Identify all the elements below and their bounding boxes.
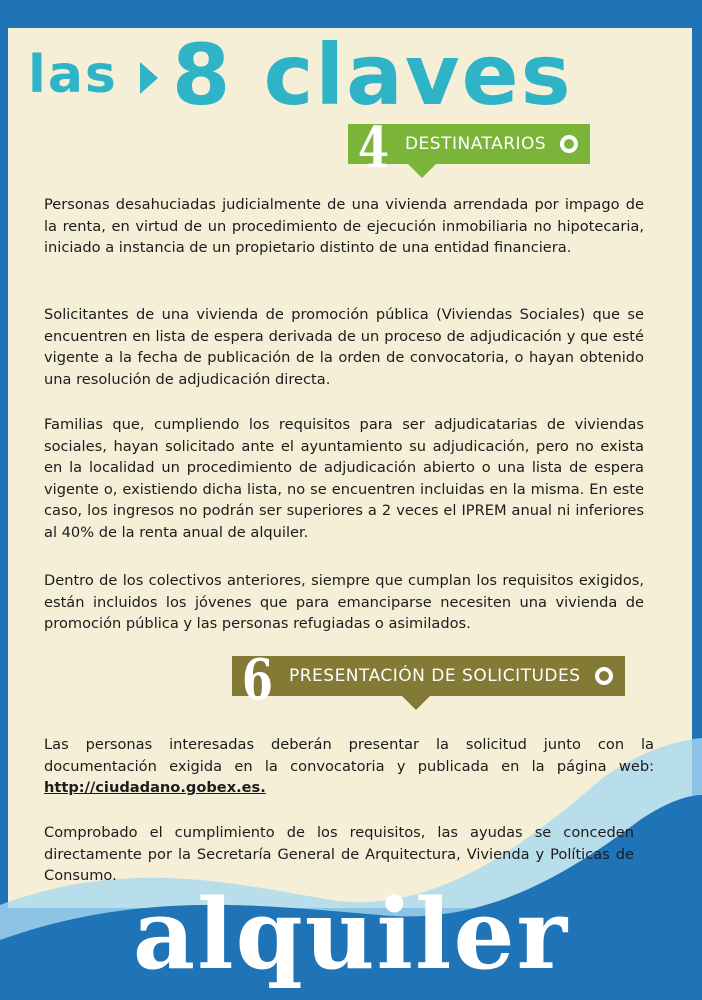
section-title: DESTINATARIOS <box>404 134 547 154</box>
section-title: PRESENTACIÓN DE SOLICITUDES <box>288 666 581 686</box>
section-number: 6 <box>241 647 274 713</box>
paragraph: Solicitantes de una vivienda de promoción pública (Viviendas Sociales) que se encuentren en lista de espera derivada de un proceso de adjudicación y que esté vigente a la fecha de publicación de la orden de convocatoria, o hayan obtenido una resolución de adjudicación directa. <box>44 306 644 388</box>
title-main: 8 claves <box>171 26 573 124</box>
paragraph <box>44 734 654 799</box>
brochure-title <box>28 20 573 130</box>
paragraph: Comprobado el cumplimiento de los requisitos, las ayudas se conceden directamente por la Secretaría General de Arquitectura, Vivienda y Políticas de Consumo. <box>44 824 634 884</box>
paragraph-text: Las personas interesadas deberán presentar la solicitud junto con la documentación exigida en la convocatoria y publicada en la página web: <box>44 736 654 775</box>
section-number: 4 <box>357 115 390 181</box>
pointer-down-icon <box>402 696 430 710</box>
section-header-presentacion <box>232 647 625 713</box>
circle-bullet-icon <box>560 135 578 153</box>
paragraph: Personas desahuciadas judicialmente de una vivienda arrendada por impago de la renta, en virtud de un procedimiento de ejecución inmobiliaria no hipotecaria, iniciado a instancia de un propietario distinto de una entidad financiera. <box>44 196 644 256</box>
paragraph: Dentro de los colectivos anteriores, siempre que cumplan los requisitos exigidos, están incluidos los jóvenes que para emanciparse necesiten una vivienda de promoción pública y las personas refugiadas o asimilados. <box>44 572 644 632</box>
paragraph: Familias que, cumpliendo los requisitos para ser adjudicatarias de viviendas sociales, hayan solicitado ante el ayuntamiento su adjudicación, pero no exista en la localidad un procedimiento de adjudicación abierto o una lista de espera vigente o, existiendo dicha lista, no se encuentren incluidas en la misma. En este caso, los ingresos no podrán ser superiores a 2 veces el IPREM anual ni inferiores al 40% de la renta anual de alquiler. <box>44 416 644 541</box>
play-arrow-icon <box>140 62 158 94</box>
footer-word: alquiler <box>132 878 570 991</box>
pointer-down-icon <box>408 164 436 178</box>
title-prefix: las <box>28 45 118 105</box>
section-header-destinatarios <box>348 115 590 181</box>
circle-bullet-icon <box>595 667 613 685</box>
website-link[interactable]: http://ciudadano.gobex.es. <box>44 779 266 796</box>
